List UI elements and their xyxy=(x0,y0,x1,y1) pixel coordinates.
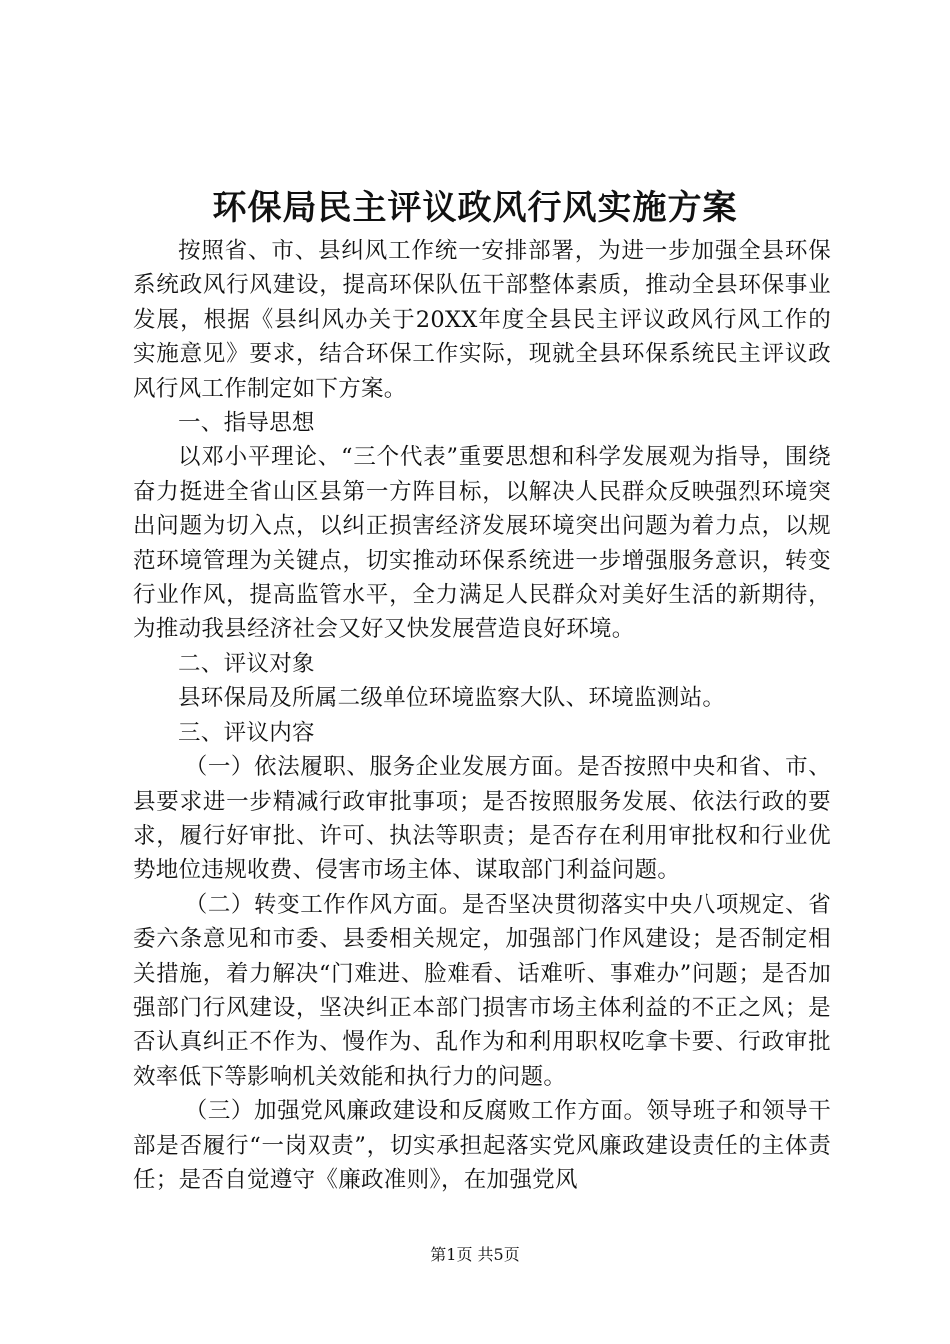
content-item-2: （二）转变工作作风方面。是否坚决贯彻落实中央八项规定、省委六条意见和市委、县委相关规定，加强部门作风建设；是否制定相关措施，着力解决“门难进、脸难看、话难听、事难办”问题；是否加强部门行风建设，坚决纠正本部门损害市场主体利益的不正之风；是否认真纠正不作为、慢作为、乱作为和利用职权吃拿卡要、行政审批效率低下等影响机关效能和执行力的问题。 xyxy=(133,891,831,1090)
guiding-ideology-paragraph: 以邓小平理论、“三个代表”重要思想和科学发展观为指导，围绕奋力挺进全省山区县第一方阵目标，以解决人民群众反映强烈环境突出问题为切入点，以纠正损害经济发展环境突出问题为着力点，以规范环境管理为关键点，切实推动环保系统进一步增强服务意识，转变行业作风，提高监管水平，全力满足人民群众对美好生活的新期待，为推动我县经济社会又好又快发展营造良好环境。 xyxy=(133,444,831,643)
section-heading-evaluation-content: 三、评议内容 xyxy=(178,719,315,746)
content-item-3: （三）加强党风廉政建设和反腐败工作方面。领导班子和领导干部是否履行“一岗双责”，切实承担起落实党风廉政建设责任的主体责任；是否自觉遵守《廉政准则》，在加强党风 xyxy=(133,1098,831,1193)
section-heading-guiding-ideology: 一、指导思想 xyxy=(178,410,315,437)
intro-paragraph: 按照省、市、县纠风工作统一安排部署，为进一步加强全县环保系统政风行风建设，提高环保队伍干部整体素质，推动全县环保事业发展，根据《县纠风办关于20XX年度全县民主评议政风行风工作的实施意见》要求，结合环保工作实际，现就全县环保系统民主评议政风行风工作制定如下方案。 xyxy=(133,238,831,402)
document-body xyxy=(133,234,831,1197)
evaluation-target-paragraph: 县环保局及所属二级单位环境监察大队、环境监测站。 xyxy=(178,685,726,712)
section-heading-evaluation-target: 二、评议对象 xyxy=(178,650,315,677)
content-item-1: （一）依法履职、服务企业发展方面。是否按照中央和省、市、县要求进一步精减行政审批事项；是否按照服务发展、依法行政的要求，履行好审批、许可、执法等职责；是否存在利用审批权和行业优势地位违规收费、侵害市场主体、谋取部门利益问题。 xyxy=(133,754,831,884)
page-footer: 第1页 共5页 xyxy=(430,1245,520,1264)
document-title: 环保局民主评议政风行风实施方案 xyxy=(212,188,738,228)
